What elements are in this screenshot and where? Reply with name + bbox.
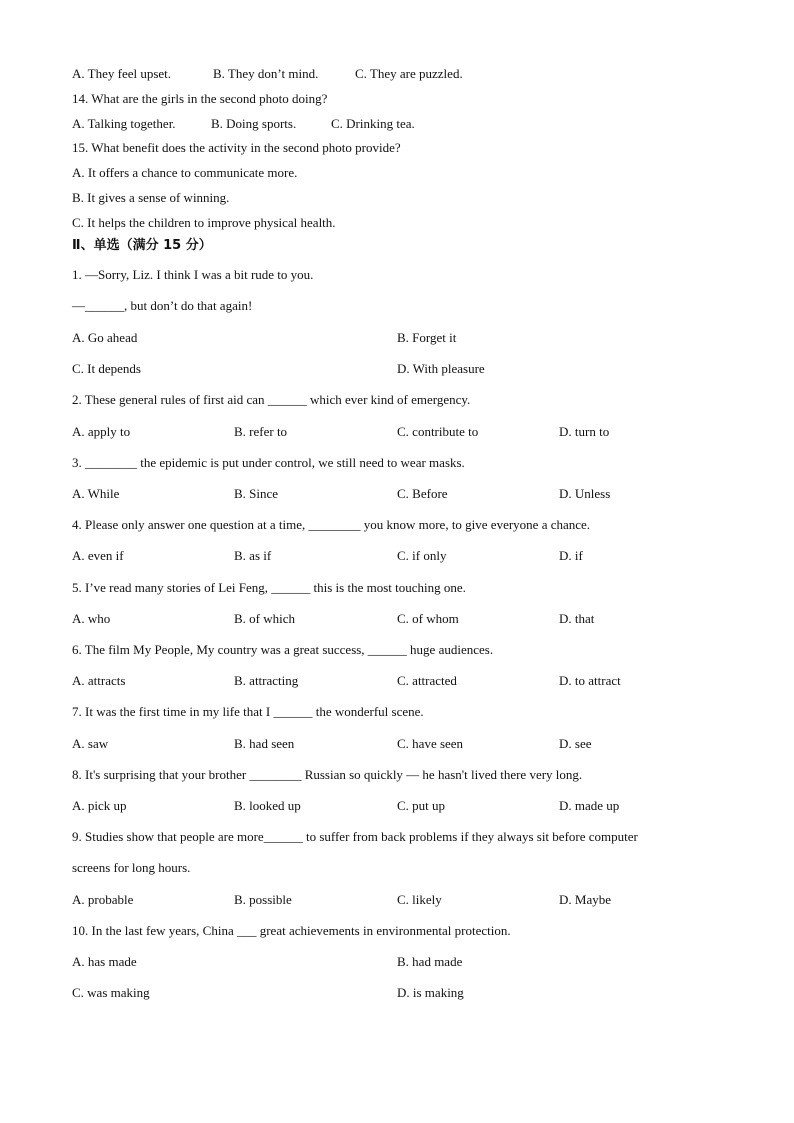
question-4-option-d: D. if bbox=[559, 548, 583, 563]
question-9-option-a: A. probable bbox=[72, 892, 134, 907]
question-9-stem-line2: screens for long hours. bbox=[72, 860, 191, 875]
question-3-option-d: D. Unless bbox=[559, 486, 611, 501]
question-8-option-a: A. pick up bbox=[72, 798, 127, 813]
question-5-option-a: A. who bbox=[72, 611, 111, 626]
question-6-option-c: C. attracted bbox=[397, 673, 457, 688]
question-7-option-a: A. saw bbox=[72, 736, 109, 751]
question-9-option-d: D. Maybe bbox=[559, 892, 611, 907]
q14-option-b: B. Doing sports. bbox=[211, 116, 297, 131]
question-3-option-a: A. While bbox=[72, 486, 120, 501]
question-2-stem: 2. These general rules of first aid can ______ which ever kind of emergency. bbox=[72, 392, 471, 407]
question-7-stem: 7. It was the first time in my life that I ______ the wonderful scene. bbox=[72, 704, 424, 719]
question-10-option-c: C. was making bbox=[72, 985, 150, 1000]
question-9-stem: 9. Studies show that people are more______ to suffer from back problems if they always sit before computer bbox=[72, 829, 638, 844]
question-10-option-a: A. has made bbox=[72, 954, 137, 969]
question-6-option-d: D. to attract bbox=[559, 673, 621, 688]
question-4-option-b: B. as if bbox=[234, 548, 272, 563]
section-heading: Ⅱ、单选（满分 15 分） bbox=[72, 238, 212, 253]
question-2-option-b: B. refer to bbox=[234, 424, 288, 439]
question-6-option-b: B. attracting bbox=[234, 673, 299, 688]
question-3-stem: 3. ________ the epidemic is put under control, we still need to wear masks. bbox=[72, 455, 465, 470]
question-7-option-d: D. see bbox=[559, 736, 592, 751]
question-9-option-b: B. possible bbox=[234, 892, 292, 907]
question-8-option-d: D. made up bbox=[559, 798, 620, 813]
question-1-stem-line2: —______, but don’t do that again! bbox=[72, 298, 253, 313]
question-1-option-d: D. With pleasure bbox=[397, 361, 485, 376]
question-1-stem: 1. —Sorry, Liz. I think I was a bit rude to you. bbox=[72, 267, 314, 282]
q14-stem: 14. What are the girls in the second photo doing? bbox=[72, 91, 328, 106]
question-1-option-c: C. It depends bbox=[72, 361, 141, 376]
question-2-option-c: C. contribute to bbox=[397, 424, 479, 439]
question-4-option-c: C. if only bbox=[397, 548, 447, 563]
q15-option-b: B. It gives a sense of winning. bbox=[72, 190, 230, 205]
question-5-option-b: B. of which bbox=[234, 611, 296, 626]
question-4-option-a: A. even if bbox=[72, 548, 124, 563]
q14-option-c: C. Drinking tea. bbox=[331, 116, 415, 131]
question-10-option-d: D. is making bbox=[397, 985, 464, 1000]
q13-option-b: B. They don’t mind. bbox=[213, 66, 319, 81]
question-7-option-b: B. had seen bbox=[234, 736, 295, 751]
question-5-option-d: D. that bbox=[559, 611, 595, 626]
question-2-option-d: D. turn to bbox=[559, 424, 610, 439]
question-10-option-b: B. had made bbox=[397, 954, 463, 969]
question-9-option-c: C. likely bbox=[397, 892, 442, 907]
question-6-stem: 6. The film My People, My country was a great success, ______ huge audiences. bbox=[72, 642, 494, 657]
q13-option-a: A. They feel upset. bbox=[72, 66, 172, 81]
question-8-option-c: C. put up bbox=[397, 798, 446, 813]
question-1-option-b: B. Forget it bbox=[397, 330, 457, 345]
question-8-stem: 8. It's surprising that your brother ________ Russian so quickly — he hasn't lived there very long. bbox=[72, 767, 583, 782]
q15-stem: 15. What benefit does the activity in the second photo provide? bbox=[72, 140, 401, 155]
question-2-option-a: A. apply to bbox=[72, 424, 131, 439]
q15-option-a: A. It offers a chance to communicate more. bbox=[72, 165, 298, 180]
question-8-option-b: B. looked up bbox=[234, 798, 301, 813]
question-1-option-a: A. Go ahead bbox=[72, 330, 138, 345]
q14-option-a: A. Talking together. bbox=[72, 116, 176, 131]
question-6-option-a: A. attracts bbox=[72, 673, 126, 688]
question-10-stem: 10. In the last few years, China ___ great achievements in environmental protection. bbox=[72, 923, 511, 938]
question-3-option-c: C. Before bbox=[397, 486, 448, 501]
question-3-option-b: B. Since bbox=[234, 486, 279, 501]
question-5-stem: 5. I’ve read many stories of Lei Feng, ______ this is the most touching one. bbox=[72, 580, 466, 595]
question-4-stem: 4. Please only answer one question at a time, ________ you know more, to give everyone a chance. bbox=[72, 517, 591, 532]
q13-option-c: C. They are puzzled. bbox=[355, 66, 463, 81]
question-5-option-c: C. of whom bbox=[397, 611, 459, 626]
question-7-option-c: C. have seen bbox=[397, 736, 464, 751]
q15-option-c: C. It helps the children to improve physical health. bbox=[72, 215, 336, 230]
